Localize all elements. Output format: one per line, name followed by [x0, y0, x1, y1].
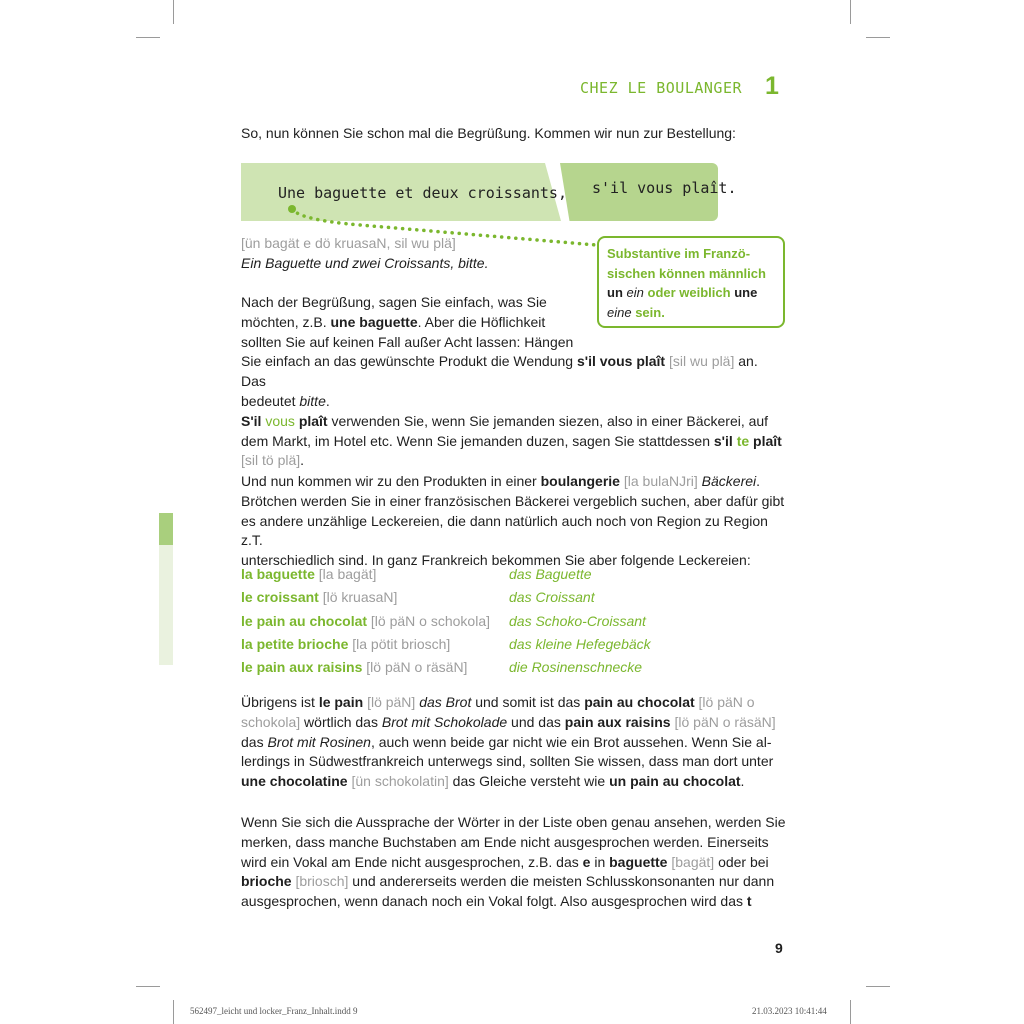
term: plaît	[753, 432, 782, 449]
list-item	[241, 659, 801, 682]
translation: das Brot	[419, 694, 472, 710]
translation: Bäckerei	[701, 473, 757, 489]
phonetic: [sil wu plä]	[669, 353, 735, 370]
vocab-phonetic: [la bagät]	[318, 566, 377, 582]
vocabulary-list	[241, 566, 801, 682]
term: baguette	[609, 853, 668, 870]
phonetic: [sil tö plä]	[241, 452, 301, 469]
vocab-french: le pain au chocolat	[241, 612, 368, 629]
phonetic: schokola]	[241, 713, 301, 730]
phonetic: [lö päN o räsäN]	[674, 713, 776, 730]
vocab-phonetic: [la pötit briosch]	[352, 635, 451, 652]
vocab-phonetic: [lö päN o räsäN]	[366, 659, 468, 676]
vocab-german: das Croissant	[509, 589, 595, 606]
vocab-french: la petite brioche	[241, 635, 349, 652]
text-line: sollten Sie auf keinen Fall außer Acht lassen: Hängen	[241, 333, 574, 350]
text: und das	[511, 713, 561, 730]
text: bedeutet	[241, 392, 296, 409]
text: und andererseits werden die meisten Schlusskonsonanten nur dann	[352, 873, 775, 890]
vocab-phonetic: [lö päN o schokola]	[370, 612, 490, 629]
banner-text-left: Une baguette et deux croissants,	[278, 184, 567, 202]
crop-mark	[136, 986, 160, 987]
note-word: une	[734, 285, 758, 300]
list-item	[241, 636, 801, 659]
term: brioche	[241, 873, 292, 890]
text: wird ein Vokal am Ende nicht ausgesprochen, z.B. das	[241, 853, 579, 870]
text-line: Brötchen werden Sie in einer französischen Bäckerei vergeblich suchen, aber dafür gibt	[241, 492, 785, 509]
text: wörtlich das	[304, 713, 378, 730]
phonetic: [briosch]	[295, 873, 349, 890]
text-line: unterschiedlich sind. In ganz Frankreich bekommen Sie aber folgende Leckereien:	[241, 552, 751, 569]
slug-timestamp: 21.03.2023 10:41:44	[752, 1006, 827, 1016]
text: .	[300, 452, 305, 469]
term: s'il vous plaît	[576, 353, 666, 370]
vocab-phonetic: [lö kruasaN]	[322, 589, 398, 606]
note-word: eine	[607, 304, 632, 320]
intro-text: So, nun können Sie schon mal die Begrüßung. Kommen wir nun zur Bestellung:	[241, 125, 736, 141]
note-word: sein.	[635, 304, 665, 320]
text: oder bei	[718, 853, 769, 870]
phonetic: [la bulaNJri]	[623, 473, 698, 489]
text-line: es andere unzählige Leckereien, die dann natürlich auch noch von Region zu Region z.T.	[241, 512, 768, 549]
vocab-french: la baguette	[241, 566, 315, 582]
text-line: lerdings in Südwestfrankreich unterwegs sind, sollten Sie wissen, dass man dort unter	[241, 753, 774, 770]
term: t	[746, 893, 752, 910]
text-line: Wenn Sie sich die Aussprache der Wörter in der Liste oben genau ansehen, werden Sie	[241, 814, 786, 830]
list-item	[241, 566, 801, 589]
term: boulangerie	[540, 473, 620, 489]
translation: Brot mit Rosinen	[267, 733, 371, 750]
term-highlight: te	[736, 432, 750, 449]
text: und somit ist das	[475, 694, 581, 710]
note-word: ein	[626, 285, 644, 300]
text: möchten, z.B.	[241, 313, 327, 330]
term: S'il	[241, 412, 262, 429]
term: un pain au chocolat	[609, 773, 741, 790]
phonetic: [ün schokolatin]	[351, 773, 449, 790]
example-phonetic: [ün bagät e dö kruasaN, sil wu plä]	[241, 235, 456, 251]
crop-mark	[850, 1000, 851, 1024]
text: das Gleiche versteht wie	[452, 773, 606, 790]
text: . Aber die Höflichkeit	[417, 313, 546, 330]
paragraph-boulangerie	[241, 472, 786, 571]
translation: bitte	[299, 392, 326, 409]
term-highlight: vous	[265, 412, 295, 429]
banner-text-right: s'il vous plaît.	[592, 179, 737, 197]
term: une chocolatine	[241, 773, 348, 790]
margin-marker-accent	[159, 513, 173, 545]
text: ausgesprochen, wenn danach noch ein Vokal folgt. Also ausgesprochen wird das	[241, 893, 744, 910]
text: das	[241, 733, 264, 750]
paragraph-pain	[241, 693, 786, 792]
text: dem Markt, im Hotel etc. Wenn Sie jemanden duzen, sagen Sie stattdessen	[241, 432, 710, 449]
vocab-german: das Schoko-Croissant	[509, 612, 646, 629]
vocab-french: le croissant	[241, 589, 319, 606]
phonetic: [lö päN]	[367, 694, 416, 710]
crop-mark	[866, 986, 890, 987]
paragraph-politeness	[241, 293, 786, 471]
term: s'il	[713, 432, 733, 449]
vocab-german: das kleine Hefegebäck	[509, 635, 651, 652]
vocab-german: die Rosinenschnecke	[509, 659, 643, 676]
crop-mark	[173, 1000, 174, 1024]
text: , auch wenn beide gar nicht wie ein Brot aussehen. Wenn Sie al-	[370, 733, 772, 750]
phonetic: [bagät]	[671, 853, 715, 870]
text: Übrigens ist	[241, 694, 315, 710]
text: .	[325, 392, 330, 409]
term: plaît	[298, 412, 328, 429]
chapter-number: 1	[765, 72, 779, 100]
note-word: un	[607, 285, 623, 300]
list-item	[241, 589, 801, 612]
vocab-french: le pain aux raisins	[241, 659, 363, 676]
translation: Brot mit Schokolade	[381, 713, 508, 730]
note-line: Substantive im Franzö-	[607, 246, 751, 261]
text: .	[740, 773, 745, 790]
example-translation: Ein Baguette und zwei Croissants, bitte.	[241, 254, 489, 271]
page-number: 9	[775, 940, 783, 956]
text: Und nun kommen wir zu den Produkten in einer	[241, 473, 537, 489]
note-word: oder weiblich	[647, 285, 731, 300]
chapter-title: CHEZ LE BOULANGER	[580, 79, 743, 97]
term: pain au chocolat	[584, 694, 695, 710]
term: e	[582, 853, 591, 870]
note-line: sischen können männlich	[607, 265, 766, 281]
list-item	[241, 613, 801, 636]
term: pain aux raisins	[564, 713, 671, 730]
phonetic: [lö päN o	[698, 694, 755, 710]
text: in	[594, 853, 606, 870]
term: une baguette	[330, 313, 418, 330]
text: .	[756, 473, 761, 489]
text-line: Nach der Begrüßung, sagen Sie einfach, was Sie	[241, 294, 547, 310]
example-block	[241, 234, 581, 274]
text: Sie einfach an das gewünschte Produkt die Wendung	[241, 353, 574, 370]
text-line: merken, dass manche Buchstaben am Ende nicht ausgesprochen werden. Einerseits	[241, 833, 769, 850]
slug-filename: 562497_leicht und locker_Franz_Inhalt.indd 9	[190, 1006, 358, 1016]
vocab-german: das Baguette	[509, 566, 592, 582]
term: le pain	[318, 694, 364, 710]
text: an. Das	[241, 353, 758, 390]
text: verwenden Sie, wenn Sie jemanden siezen, also in einer Bäckerei, auf	[331, 412, 769, 429]
paragraph-pronunciation	[241, 813, 786, 912]
